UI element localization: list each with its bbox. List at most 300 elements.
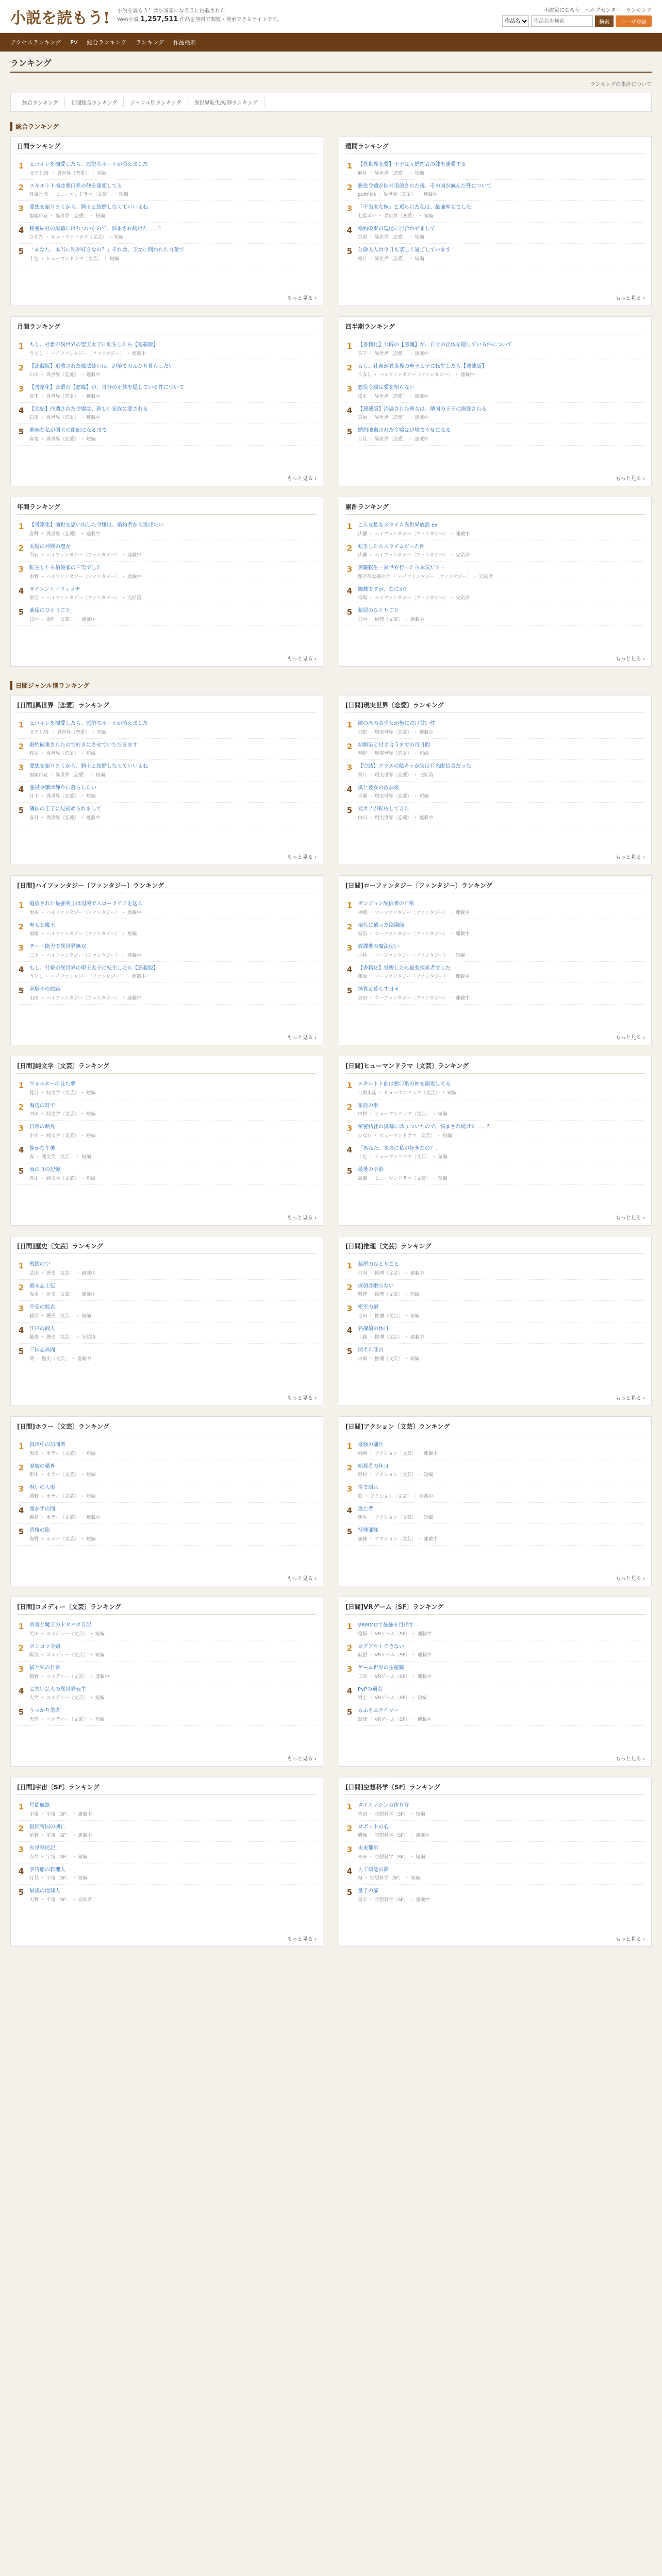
ranking-card: [10, 1416, 323, 1586]
more-link[interactable]: もっと見る ›: [616, 1574, 645, 1582]
work-title-link[interactable]: 星間航路: [29, 1803, 50, 1808]
work-title-link[interactable]: 聖女と魔王: [29, 922, 55, 928]
work-title-link[interactable]: 悪役令嬢が国外追放された後、その国が滅んだ件について: [358, 183, 492, 189]
ranking-item: [17, 1503, 317, 1524]
ranking-item-body: [358, 1081, 645, 1096]
work-title-link[interactable]: 【異世界恋愛】王子は元婚約者の妹を溺愛する: [358, 162, 466, 167]
ranking-item-body: [358, 1347, 645, 1362]
ranking-item-body: [358, 965, 645, 980]
work-title-link[interactable]: ウォルターの見た夢: [29, 1081, 76, 1087]
ranking-item: [345, 962, 645, 984]
work-title-link[interactable]: 最後の手紙: [358, 1167, 384, 1173]
rank-number: 5: [346, 247, 353, 256]
work-meta: 武田 ・ 歴史〔文芸〕 ・ 連載中: [29, 1270, 96, 1276]
work-title-link[interactable]: うっかり勇者: [29, 1708, 60, 1714]
work-meta: 獣使 ・ VRゲーム〔SF〕 ・ 連載中: [358, 1717, 432, 1722]
work-meta: 月風氷流 ・ ヒューマンドラマ〔文芸〕 ・ 短編: [358, 1090, 457, 1096]
rank-number: 4: [346, 1145, 353, 1155]
work-title-link[interactable]: 竜騎士の旅路: [29, 987, 60, 992]
work-title-link[interactable]: ダンジョン配信者の日常: [358, 901, 415, 907]
work-meta: 森 ・ 純文学〔文芸〕 ・ 短編: [29, 1155, 91, 1160]
more-link[interactable]: もっと見る ›: [287, 1394, 317, 1401]
ranking-item-body: [358, 161, 645, 176]
tab-daily-overall[interactable]: 日間総合ランキング: [65, 97, 124, 107]
work-title-link[interactable]: ヒロインを溺愛したら、悪堕ちルートが消えました: [29, 162, 148, 167]
work-title-link[interactable]: 薬屋のひとりごと: [358, 608, 399, 614]
work-meta: 桜木 ・ 異世界〔恋愛〕 ・ 連載中: [358, 394, 429, 399]
work-title-link[interactable]: ログアウトできない: [358, 1643, 404, 1650]
work-title-link[interactable]: 地味な私が国王の寵妃になるまで: [29, 428, 107, 433]
work-title-link[interactable]: 【書籍化】公爵の【悪魔】が、自分の正体を隠している件について: [29, 385, 184, 391]
work-title-link[interactable]: 呪いの人形: [29, 1485, 55, 1490]
nav-pv[interactable]: [70, 39, 77, 46]
ranking-card: [339, 1597, 652, 1767]
ranking-item: [17, 540, 317, 562]
ranking-notice-link[interactable]: ランキングの集計について: [590, 82, 652, 88]
work-title-link[interactable]: 隣国の王子に見初められまして: [29, 806, 102, 812]
ranking-item-body: [358, 544, 645, 558]
work-title-link[interactable]: 真夜中の訪問者: [29, 1442, 65, 1448]
work-title-link[interactable]: 背後の影: [29, 1528, 50, 1533]
link-narou[interactable]: 小説家になろう: [543, 8, 580, 13]
work-title-link[interactable]: もし、社畜が異世界の聖王太子に転生したら【連載版】: [29, 965, 158, 971]
ranking-card: [10, 875, 323, 1045]
work-title-link[interactable]: 婚約破棄された令嬢は辺境で幸せになる: [358, 428, 451, 433]
header-right: [502, 6, 652, 27]
more-link[interactable]: もっと見る ›: [287, 294, 317, 301]
rank-number: 5: [18, 607, 24, 617]
ranking-item: [17, 1524, 317, 1546]
rank-number: 4: [18, 1505, 24, 1515]
header-links: [544, 6, 652, 13]
work-meta: 影村 ・ アクション〔文芸〕 ・ 短編: [358, 1472, 433, 1478]
rank-number: 3: [18, 204, 24, 213]
work-title-link[interactable]: もし、社畜が異世界の聖王太子に転生したら【連載版】: [358, 363, 487, 369]
ranking-item: [345, 1799, 645, 1821]
work-title-link[interactable]: 公爵夫人は今日も楽しく過ごしています: [358, 247, 451, 253]
work-meta: 天然 ・ コメディー〔文芸〕 ・ 短編: [29, 1717, 105, 1722]
more-link[interactable]: もっと見る ›: [616, 853, 645, 860]
ranking-item-body: [358, 943, 645, 958]
ranking-item: [17, 1121, 317, 1142]
work-meta: 日向 ・ 推理〔文芸〕 ・ 連載中: [358, 1270, 424, 1276]
work-title-link[interactable]: 海辺の町で: [29, 1103, 55, 1109]
ranking-item: [345, 1301, 645, 1323]
work-title-link[interactable]: 婚約破棄されたので好きにさせていただきます: [29, 742, 138, 748]
more-link[interactable]: もっと見る ›: [287, 1754, 317, 1762]
section-title: 日間ジャンル別ランキング: [10, 681, 652, 690]
work-title-link[interactable]: 「あなた、本当に私が好きなの？」それは、王女に問われた言葉で: [29, 247, 184, 253]
work-title-link[interactable]: 拳で語れ: [358, 1485, 378, 1490]
work-title-link[interactable]: 未来都市: [358, 1845, 378, 1851]
ranking-item: [345, 1683, 645, 1705]
rank-number: 1: [18, 1622, 24, 1631]
work-title-link[interactable]: 勇者と魔王のドタバタ日記: [29, 1622, 91, 1628]
ranking-item-body: [29, 922, 317, 937]
work-title-link[interactable]: サイレント・ウィッチ: [29, 586, 80, 592]
work-meta: 白石 ・ ハイファンタジー〔ファンタジー〕 ・ 連載中: [29, 553, 142, 558]
section-title: 総合ランキング: [10, 122, 652, 131]
work-title-link[interactable]: 静かな午後: [29, 1145, 55, 1151]
work-meta: 夜野 ・ ホラー〔文芸〕 ・ 短編: [29, 1536, 96, 1542]
work-title-link[interactable]: ロボットの心: [358, 1824, 389, 1830]
ranking-item-body: [29, 943, 317, 958]
work-meta: 藤原 ・ 歴史〔文芸〕 ・ 短編: [29, 1313, 91, 1319]
ranking-item: [17, 717, 317, 739]
ranking-item: [345, 760, 645, 782]
work-title-link[interactable]: 【連載版】冷遇された聖女は、隣国の王子に溺愛される: [358, 406, 487, 412]
work-title-link[interactable]: 逃亡者: [358, 1506, 373, 1512]
link-help[interactable]: ヘルプセンター: [585, 8, 621, 13]
work-title-link[interactable]: 【書籍化】公爵の【悪魔】が、自分の正体を隠している件について: [358, 342, 512, 348]
tagline-suffix: 作品を無料で閲覧・検索できるサイトです。: [179, 17, 283, 23]
work-title-link[interactable]: 【完結】クラスの陰キャが実は有名配信者だった: [358, 764, 471, 769]
tagline-prefix: Web小説: [117, 17, 139, 23]
work-title-link[interactable]: お笑い芸人の異世界転生: [29, 1686, 86, 1692]
rank-number: 1: [346, 1442, 353, 1451]
more-link[interactable]: もっと見る ›: [287, 1033, 317, 1041]
work-title-link[interactable]: 雨の日の記憶: [29, 1167, 60, 1173]
ranking-item: [17, 1683, 317, 1705]
work-title-link[interactable]: 元カノが転校してきた: [358, 806, 409, 812]
work-title-link[interactable]: 銀河帝国の興亡: [29, 1824, 65, 1830]
rank-number: 2: [346, 1643, 353, 1653]
work-title-link[interactable]: 【完結】冷遇された令嬢は、新しい家族に愛される: [29, 406, 148, 412]
work-title-link[interactable]: 戦国の空: [29, 1262, 50, 1267]
ranking-item: [345, 897, 645, 919]
rank-number: 3: [18, 1845, 24, 1854]
more-link[interactable]: もっと見る ›: [616, 654, 645, 662]
ranking-item-body: [358, 1867, 645, 1882]
work-title-link[interactable]: 最強の傭兵: [358, 1442, 384, 1448]
work-title-link[interactable]: 廃墟の囁き: [29, 1463, 55, 1469]
ranking-item-body: [29, 1506, 317, 1521]
page-title: ランキング: [10, 57, 652, 73]
work-title-link[interactable]: 太陽の神殿の聖女: [29, 544, 71, 550]
search-input[interactable]: [531, 15, 593, 27]
work-title-link[interactable]: 追放された最強剣士は辺境でスローライフを送る: [29, 901, 143, 907]
ranking-item: [345, 1821, 645, 1842]
ranking-item-body: [29, 1261, 317, 1276]
work-title-link[interactable]: 秘密結社の黒幕にはりついたので、悩まされ続けた……？: [29, 226, 163, 232]
search-type-select[interactable]: [502, 15, 529, 27]
tab-overall[interactable]: 総合ランキング: [16, 97, 65, 107]
nav-label: ランキング: [136, 39, 164, 46]
work-title-link[interactable]: 婚約破棄の現場に居合わせまして: [358, 226, 435, 232]
work-meta: 七星エデ ・ 異世界〔恋愛〕 ・ 短編: [358, 213, 434, 219]
ranking-item-body: [358, 226, 645, 241]
work-meta: うなし ・ ハイファンタジー〔ファンタジー〕 ・ 連載中: [29, 351, 146, 357]
ranking-item-body: [29, 1463, 317, 1478]
work-title-link[interactable]: 火星移民記: [29, 1845, 55, 1851]
work-title-link[interactable]: もふもふテイマー: [358, 1708, 399, 1714]
rank-number: 3: [346, 1845, 353, 1854]
ranking-item-body: [29, 1304, 317, 1319]
work-meta: 宮原 ・ 異世界〔恋愛〕 ・ 短編: [358, 235, 424, 240]
work-meta: 月風氷流 ・ ヒューマンドラマ〔文芸〕 ・ 短編: [29, 192, 128, 197]
work-meta: 十色 ・ ヒューマンドラマ〔文芸〕 ・ 短編: [29, 256, 119, 262]
ranking-item-body: [29, 565, 317, 580]
work-title-link[interactable]: 怪異と暮らす日々: [358, 987, 399, 992]
ranking-item: [345, 1481, 645, 1503]
work-title-link[interactable]: もし、社畜が異世界の聖王太子に転生したら【連載版】: [29, 342, 158, 348]
nav-access-ranking[interactable]: [10, 38, 61, 46]
rank-number: 1: [346, 1261, 353, 1270]
work-title-link[interactable]: 最後の地球人: [29, 1888, 60, 1894]
work-title-link[interactable]: スキルトト前は悪口系の仲を溺愛してる: [29, 183, 122, 189]
work-title-link[interactable]: 転生したらスライムだった件: [358, 544, 425, 550]
work-meta: 馬場 ・ ハイファンタジー〔ファンタジー〕 ・ 完結済: [358, 596, 470, 601]
more-link[interactable]: もっと見る ›: [287, 654, 317, 662]
work-meta: 日野 ・ 現実世界〔恋愛〕 ・ 連載中: [358, 730, 434, 735]
work-title-link[interactable]: 【書籍化】覚醒したら最強探索者でした: [358, 965, 451, 971]
work-title-link[interactable]: 蜘蛛ですが、なにか？: [358, 586, 409, 592]
rank-number: 3: [346, 384, 353, 394]
ranking-item-body: [358, 1283, 645, 1298]
more-link[interactable]: もっと見る ›: [287, 853, 317, 860]
ranking-grid: [10, 136, 652, 667]
ranking-card-title: 月間ランキング: [17, 322, 317, 334]
work-title-link[interactable]: ゲーム世界の生産職: [358, 1665, 404, 1671]
work-title-link[interactable]: 愛想を振りまくから、騎士と結婚しなくていいよね: [29, 764, 148, 769]
work-title-link[interactable]: 猫と私の日常: [29, 1665, 60, 1671]
work-title-link[interactable]: 暗殺者の休日: [358, 1463, 389, 1469]
work-meta: ゼクト/作 ・ 異世界〔恋愛〕 ・ 短編: [29, 730, 107, 735]
rank-number: 1: [18, 1081, 24, 1090]
work-title-link[interactable]: 薬屋のひとりごと: [29, 608, 71, 614]
more-link[interactable]: もっと見る ›: [616, 1394, 645, 1401]
ranking-card: [339, 695, 652, 865]
work-title-link[interactable]: 平安の姫君: [29, 1304, 55, 1310]
work-meta: 三上 ・ ハイファンタジー〔ファンタジー〕 ・ 連載中: [29, 953, 142, 958]
work-title-link[interactable]: 三国志異聞: [29, 1347, 55, 1353]
work-meta: 坂本 ・ 歴史〔文芸〕 ・ 連載中: [29, 1292, 96, 1297]
work-meta: 金田 ・ 推理〔文芸〕 ・ 短編: [358, 1313, 420, 1319]
work-title-link[interactable]: 名探偵の休日: [358, 1326, 389, 1332]
ranking-item-body: [29, 1802, 317, 1817]
ranking-card-title: [日間]VRゲーム〔SF〕ランキング: [345, 1602, 645, 1615]
user-register-button[interactable]: ユーザ登録: [616, 15, 652, 27]
rank-number: 1: [346, 901, 353, 910]
work-title-link[interactable]: 家族の形: [358, 1103, 378, 1109]
work-title-link[interactable]: ヒロインを溺愛したら、悪堕ちルートが消えました: [29, 721, 148, 726]
rank-number: 4: [18, 1325, 24, 1335]
ranking-card-title: [日間]ホラー〔文芸〕ランキング: [17, 1422, 317, 1434]
work-meta: 小林 ・ ローファンタジー〔ファンタジー〕 ・ 短編: [358, 953, 465, 958]
ranking-item-body: [358, 1326, 645, 1341]
ranking-item-body: [29, 1888, 317, 1903]
rank-number: 2: [18, 363, 24, 372]
work-title-link[interactable]: 薬屋のひとりごと: [358, 1262, 399, 1267]
work-title-link[interactable]: 放課後の魔法使い: [358, 944, 399, 950]
ranking-card-title: 週間ランキング: [345, 142, 645, 154]
work-title-link[interactable]: 【連載版】追放された魔法使いは、辺境でのんびり暮らしたい: [29, 363, 174, 369]
work-meta: うなし ・ ハイファンタジー〔ファンタジー〕 ・ 連載中: [29, 974, 146, 979]
rank-number: 3: [346, 943, 353, 953]
work-meta: 宮下 ・ 異世界〔恋愛〕 ・ 連載中: [29, 394, 101, 399]
rank-number: 3: [18, 384, 24, 394]
work-title-link[interactable]: 僕と彼女の放課後: [358, 785, 399, 791]
ranking-item: [17, 962, 317, 984]
work-title-link[interactable]: 転生したら伯爵家の三男でした: [29, 565, 102, 571]
nav-overall-ranking[interactable]: [87, 38, 127, 46]
search-button[interactable]: 検索: [595, 15, 614, 27]
work-title-link[interactable]: VRMMOで最強を目指す: [358, 1622, 414, 1628]
ranking-item: [345, 360, 645, 382]
nav-search[interactable]: [173, 38, 196, 46]
ranking-item: [17, 760, 317, 782]
work-title-link[interactable]: チート能力で異世界無双: [29, 944, 86, 950]
work-title-link[interactable]: スキルトト前は悪口系の仲を溺愛してる: [358, 1081, 451, 1087]
ranking-item: [17, 1163, 317, 1185]
work-meta: 福姫玲花 ・ 異世界〔恋愛〕 ・ 短編: [29, 213, 105, 219]
ranking-item: [17, 1099, 317, 1121]
work-meta: 中村 ・ ヒューマンドラマ〔文芸〕 ・ 短編: [358, 1112, 448, 1117]
work-meta: 猫野 ・ コメディー〔文芸〕 ・ 連載中: [29, 1674, 109, 1680]
work-meta: 工房 ・ VRゲーム〔SF〕 ・ 連載中: [358, 1674, 432, 1680]
ranking-sections: [10, 122, 652, 1947]
work-title-link[interactable]: 江戸の商人: [29, 1326, 55, 1332]
rank-number: 1: [346, 720, 353, 730]
ranking-item: [345, 1323, 645, 1344]
work-title-link[interactable]: 量子の扉: [358, 1888, 378, 1894]
ranking-item: [345, 1099, 645, 1121]
work-title-link[interactable]: 悪役令嬢は静かに暮らしたい: [29, 785, 96, 791]
link-ranking[interactable]: ランキング: [626, 8, 652, 13]
rank-number: 4: [18, 1686, 24, 1696]
rank-number: 4: [346, 225, 353, 235]
rank-number: 1: [346, 1081, 353, 1090]
work-title-link[interactable]: 開かずの間: [29, 1506, 55, 1512]
work-title-link[interactable]: こんな私をスライム異世界放浪 ex: [358, 522, 438, 528]
ranking-item: [345, 519, 645, 540]
work-title-link[interactable]: 消えた証言: [358, 1347, 384, 1353]
work-title-link[interactable]: 幼馴染と付き合うまでの百日間: [358, 742, 430, 748]
rank-number: 5: [346, 1527, 353, 1536]
work-title-link[interactable]: PvPの覇者: [358, 1686, 383, 1692]
ranking-item-body: [29, 1283, 317, 1298]
more-link[interactable]: もっと見る ›: [616, 1935, 645, 1942]
work-meta: 秋月 ・ 現実世界〔恋愛〕 ・ 完結済: [358, 772, 434, 778]
ranking-item: [345, 403, 645, 425]
rank-number: 2: [346, 1463, 353, 1472]
ranking-item-body: [358, 1665, 645, 1680]
work-meta: 明智 ・ 推理〔文芸〕 ・ 短編: [358, 1292, 420, 1297]
work-title-link[interactable]: 悪役令嬢は愛を知らない: [358, 385, 415, 391]
ranking-item-body: [29, 406, 317, 421]
rank-number: 1: [18, 342, 24, 351]
ranking-item-body: [29, 1845, 317, 1860]
ranking-item-body: [358, 922, 645, 937]
work-title-link[interactable]: 日常の断片: [29, 1124, 55, 1130]
ranking-item-body: [29, 183, 317, 198]
rank-number: 2: [346, 363, 353, 372]
work-title-link[interactable]: 無職転生 - 異世界行ったら本気だす -: [358, 565, 444, 571]
work-title-link[interactable]: 「不出来な妹」と罵られた私は、最強聖女でした: [358, 205, 471, 210]
rank-number: 5: [18, 247, 24, 256]
work-title-link[interactable]: 特殊部隊: [358, 1528, 378, 1533]
more-link[interactable]: もっと見る ›: [287, 1574, 317, 1582]
ranking-item-body: [358, 986, 645, 1001]
rank-number: 5: [346, 986, 353, 995]
ranking-item-body: [358, 247, 645, 262]
more-link[interactable]: もっと見る ›: [616, 1754, 645, 1762]
ranking-card-title: [日間]宇宙〔SF〕ランキング: [17, 1783, 317, 1795]
ranking-item-body: [358, 406, 645, 421]
ranking-item: [17, 519, 317, 540]
ranking-card-title: [日間]コメディー〔文芸〕ランキング: [17, 1602, 317, 1615]
ranking-item: [17, 782, 317, 803]
ranking-item: [17, 583, 317, 605]
ranking-item-body: [358, 427, 645, 442]
ranking-item-body: [29, 1081, 317, 1096]
more-link[interactable]: もっと見る ›: [616, 1033, 645, 1041]
ranking-item: [345, 803, 645, 824]
ranking-item: [17, 381, 317, 403]
ranking-item: [345, 1121, 645, 1142]
work-meta: 伏瀬 ・ ハイファンタジー〔ファンタジー〕 ・ 完結済: [358, 553, 470, 558]
rank-number: 3: [346, 1124, 353, 1133]
work-title-link[interactable]: 宇宙船の料理人: [29, 1867, 65, 1873]
rank-number: 2: [18, 922, 24, 931]
tab-isekai[interactable]: 異世界転生/転移ランキング: [188, 97, 264, 107]
work-count: 1,257,511: [140, 15, 178, 24]
more-link[interactable]: もっと見る ›: [287, 474, 317, 482]
tab-genre[interactable]: ジャンル別ランキング: [124, 97, 188, 107]
work-meta: 天野 ・ 宇宙〔SF〕 ・ 完結済: [29, 1897, 92, 1903]
ranking-item: [345, 201, 645, 223]
header: [0, 0, 662, 33]
work-title-link[interactable]: 「あなた、本当に私が好きなの？」: [358, 1145, 440, 1151]
ranking-item-body: [29, 1686, 317, 1701]
rank-number: 2: [346, 1823, 353, 1833]
more-link[interactable]: もっと見る ›: [616, 294, 645, 301]
work-title-link[interactable]: 現代に蘇った陰陽師: [358, 922, 404, 928]
nav-ranking[interactable]: [136, 38, 164, 46]
work-title-link[interactable]: タイムマシンの作り方: [358, 1803, 409, 1808]
ranking-item: [345, 739, 645, 760]
ranking-item-body: [29, 806, 317, 821]
work-title-link[interactable]: 探偵は眠らない: [358, 1283, 394, 1289]
work-meta: 月下 ・ 異世界〔恋愛〕 ・ 短編: [29, 794, 96, 799]
more-link[interactable]: もっと見る ›: [616, 1213, 645, 1221]
work-title-link[interactable]: 秘密結社の黒幕にはりついたので、悩まされ続けた……？: [358, 1124, 492, 1130]
work-title-link[interactable]: 【書籍化】前世を思い出した令嬢は、婚約者から逃げたい: [29, 522, 163, 528]
rank-number: 5: [346, 1707, 353, 1717]
site-logo[interactable]: 小説を読もう!: [10, 9, 110, 27]
work-meta: 仮想 ・ VRゲーム〔SF〕 ・ 連載中: [358, 1653, 432, 1658]
work-title-link[interactable]: 幕末志士伝: [29, 1283, 55, 1289]
work-meta: 日向 ・ 推理〔文芸〕 ・ 連載中: [29, 617, 96, 622]
rank-number: 3: [346, 565, 353, 574]
work-title-link[interactable]: ポンコツ令嬢: [29, 1643, 60, 1650]
work-title-link[interactable]: 密室の謎: [358, 1304, 378, 1310]
ranking-item-body: [358, 806, 645, 821]
ranking-card-title: 四半期ランキング: [345, 322, 645, 334]
more-link[interactable]: もっと見る ›: [616, 474, 645, 482]
work-title-link[interactable]: 隣の席の美少女が俺にだけ甘い件: [358, 721, 435, 726]
work-title-link[interactable]: 愛想を振りまくから、騎士と結婚しなくていいよね: [29, 205, 148, 210]
ranking-item: [345, 180, 645, 201]
more-link[interactable]: もっと見る ›: [287, 1213, 317, 1221]
work-meta: pumikis ・ 異世界〔恋愛〕 ・ 連載中: [358, 192, 438, 197]
more-link[interactable]: もっと見る ›: [287, 1935, 317, 1942]
rank-number: 2: [346, 741, 353, 751]
work-title-link[interactable]: 人工知能の夢: [358, 1867, 389, 1873]
ranking-item-body: [29, 1484, 317, 1499]
work-meta: 麻月 ・ 異世界〔恋愛〕 ・ 短編: [358, 171, 424, 176]
ranking-item-body: [358, 720, 645, 735]
